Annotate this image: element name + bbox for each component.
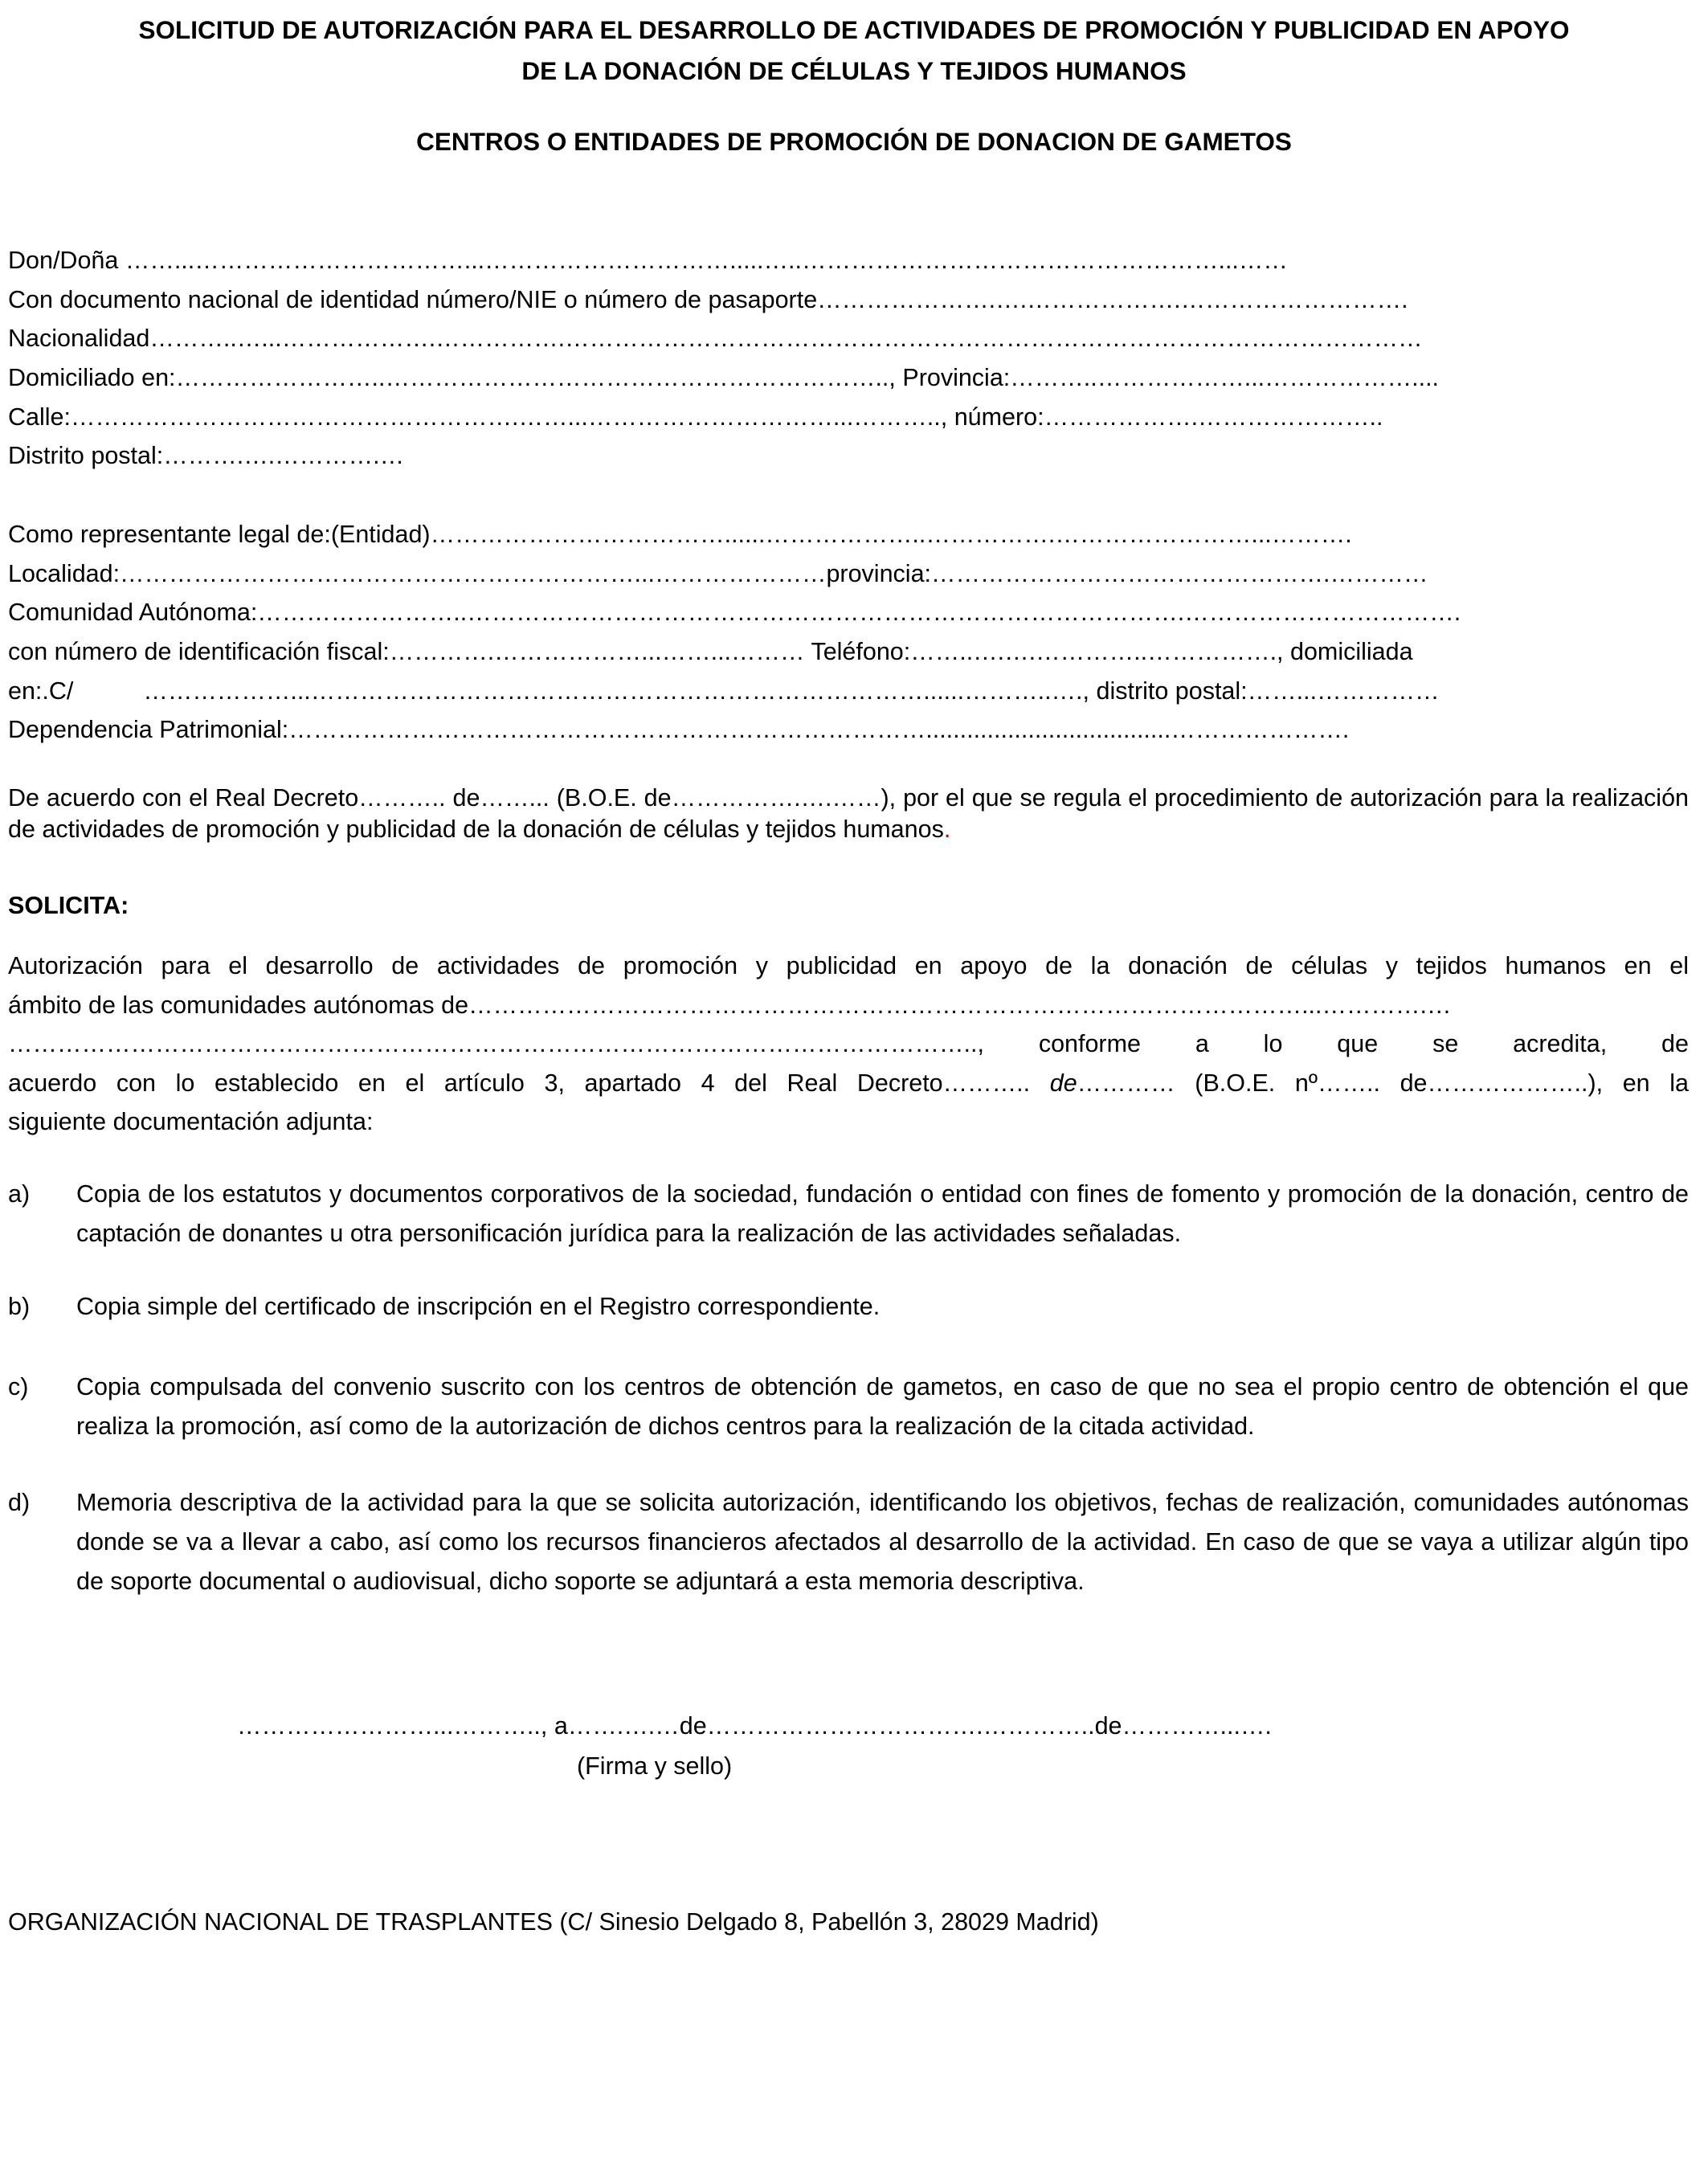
field-calle[interactable]: Calle:……………………………………………….……...…………………………...……….., número:……………….…………………..: [8, 403, 1383, 431]
document-marker: d): [8, 1489, 31, 1516]
solicita-de-italic: de: [1049, 1069, 1077, 1097]
document-marker: a): [8, 1180, 31, 1208]
form-subtitle: CENTROS O ENTIDADES DE PROMOCIÓN DE DONACION DE GAMETOS: [416, 127, 1292, 156]
document-text: Memoria descriptiva de la actividad para la que se solicita autorización, identificando los objetivos, fechas de realización, comunidades autónomas donde se va a llevar a cabo, así como los recursos financieros afectados al desarrollo de la actividad. En caso de que se vaya a utilizar algún tipo de soporte documental o audiovisual, dicho soporte se adjuntará a esta memoria descriptiva.: [76, 1489, 1689, 1595]
field-domicilio[interactable]: Domiciliado en:……………………..…………………………………………………….., Provincia:………..………………...………………....: [8, 364, 1440, 392]
field-don-dona[interactable]: Don/Doña ……...……………………………...………………………….....…..……………………………………………...……: [8, 247, 1288, 274]
solicita-conforme: conforme a lo que se acredita, de: [1038, 1030, 1689, 1057]
field-domicilio-entidad[interactable]: [8, 672, 1692, 711]
solicita-line-2: ámbito de las comunidades autónomas de…………………………………………………………………………………………...………….…: [8, 991, 1452, 1019]
document-marker: c): [8, 1373, 29, 1400]
decree-text: De acuerdo con el Real Decreto……….. de……... (B.O.E. de…………….….……), por el que se regula el procedimiento de autorización para la realización de actividades de promoción y publicidad de la donación de células y tejidos humanos: [8, 784, 1689, 843]
solicita-boe: ………… (B.O.E. nº…….. de………………..), en la: [1077, 1069, 1690, 1097]
field-distrito-postal[interactable]: Distrito postal:……….….………….…: [8, 442, 405, 470]
solicita-line-5: siguiente documentación adjunta:: [8, 1108, 374, 1135]
form-title: [16, 10, 1692, 92]
solicita-line-3: [8, 1024, 1689, 1064]
title-line-1: SOLICITUD DE AUTORIZACIÓN PARA EL DESARROLLO DE ACTIVIDADES DE PROMOCIÓN Y PUBLICIDAD EN APOYO: [138, 15, 1570, 44]
document-marker: b): [8, 1293, 31, 1320]
applicant-fields: [8, 241, 1692, 750]
field-nacionalidad[interactable]: Nacionalidad………..…...……………….…………….……………………………………………………………………………………………: [8, 325, 1423, 353]
domicilio-prefix: en:.C/: [8, 677, 74, 705]
document-item-c: [8, 1368, 1689, 1448]
document-text: Copia de los estatutos y documentos corporativos de la sociedad, fundación o entidad con fines de fomento y promoción de la donación, centro de captación de donantes u otra personificación jurídica para la realización de las actividades señaladas.: [76, 1180, 1689, 1247]
field-comunidad-autonoma[interactable]: Comunidad Autónoma:……………………..…………………………………………………………………………….…………………………….: [8, 599, 1461, 627]
document-text: Copia simple del certificado de inscripción en el Registro correspondiente.: [76, 1293, 881, 1320]
spacer: [8, 476, 1692, 515]
document-item-b: [8, 1287, 1689, 1327]
solicita-decreto: acuerdo con lo establecido en el artículo 3, apartado 4 del Real Decreto………..: [8, 1069, 1050, 1097]
field-localidad[interactable]: Localidad:………………………………………………………...…………………provincia:………………………………………….…………: [8, 559, 1428, 587]
title-line-2: DE LA DONACIÓN DE CÉLULAS Y TEJIDOS HUMANOS: [521, 56, 1187, 85]
signature-date-line[interactable]: ……………………...……….., a…….….…de…………………………….…………..de…………...….: [237, 1712, 1272, 1740]
decree-paragraph: [8, 783, 1689, 845]
document-text: Copia compulsada del convenio suscrito con los centros de obtención de gametos, en caso de que no sea el propio centro de obtención el que realiza la promoción, así como de la autorización de dichos centros para la realización de la citada actividad.: [76, 1373, 1689, 1440]
solicita-paragraph: [8, 946, 1689, 1142]
field-nif-telefono[interactable]: con número de identificación fiscal:………….………………...……...……… Teléfono:……..….….…………..……………., domiciliada: [8, 637, 1413, 665]
solicita-line-4: [8, 1064, 1689, 1103]
field-documento-identidad[interactable]: Con documento nacional de identidad número/NIE o número de pasaporte………………….….……………….……………………….: [8, 285, 1408, 313]
document-item-a: [8, 1175, 1689, 1255]
domicilio-rest: ………………...…………………………………………………………………......………..…., distrito postal:……...……………: [143, 677, 1440, 705]
document-item-d: [8, 1483, 1689, 1644]
decree-period: .: [943, 816, 951, 843]
field-representante-entidad[interactable]: Como representante legal de:(Entidad)………………………………......………………..…………….……………………...……….: [8, 520, 1352, 548]
signature-firma-label: (Firma y sello): [577, 1752, 733, 1780]
solicita-heading: SOLICITA:: [8, 892, 129, 919]
footer-address: ORGANIZACIÓN NACIONAL DE TRASPLANTES (C/ Sinesio Delgado 8, Pabellón 3, 28029 Madrid): [8, 1908, 1099, 1936]
field-dependencia-patrimonial[interactable]: Dependencia Patrimonial:……………………………………………………………………....................................………………….: [8, 716, 1350, 744]
solicita-line-1: Autorización para el desarrollo de actividades de promoción y publicidad en apoyo de la donación de células y tejidos humanos en el: [8, 952, 1689, 979]
solicita-dots: ………………………………………………………………………………………………………..,: [8, 1030, 984, 1057]
